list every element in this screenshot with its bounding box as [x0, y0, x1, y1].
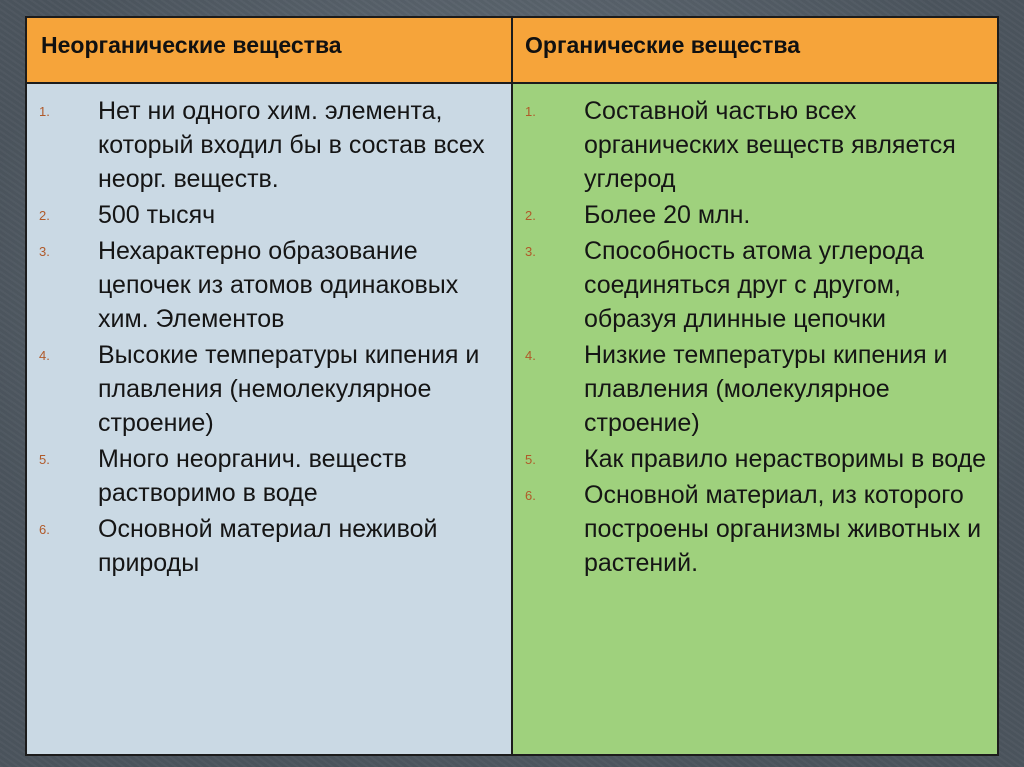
item-number: 4.	[525, 348, 536, 363]
item-text: Способность атома углерода соединяться друг с другом, образуя длинные цепочки	[584, 237, 924, 333]
list-item	[37, 338, 511, 440]
item-text: Более 20 млн.	[584, 201, 751, 229]
item-text: Составной частью всех органических веществ является углерод	[584, 97, 956, 193]
header-inorganic: Неорганические вещества	[27, 18, 513, 84]
item-number: 1.	[525, 104, 536, 119]
item-text: Нехарактерно образование цепочек из атомов одинаковых хим. Элементов	[98, 237, 459, 333]
item-number: 3.	[39, 244, 50, 259]
list-item	[37, 198, 511, 232]
list-item	[37, 442, 511, 510]
header-organic: Органические вещества	[513, 18, 997, 84]
list-item	[523, 198, 997, 232]
item-text: 500 тысяч	[98, 201, 216, 229]
item-text: Основной материал неживой природы	[98, 515, 438, 577]
inorganic-list	[37, 94, 511, 580]
item-number: 5.	[525, 452, 536, 467]
list-item	[37, 234, 511, 336]
item-number: 3.	[525, 244, 536, 259]
list-item	[523, 338, 997, 440]
item-text: Много неорганич. веществ растворимо в воде	[98, 445, 407, 507]
item-text: Основной материал, из которого построены организмы животных и растений.	[584, 481, 982, 577]
item-number: 2.	[525, 208, 536, 223]
item-text: Низкие температуры кипения и плавления (молекулярное строение)	[584, 341, 948, 437]
list-item	[37, 94, 511, 196]
list-item	[523, 94, 997, 196]
item-text: Высокие температуры кипения и плавления (немолекулярное строение)	[98, 341, 480, 437]
item-text: Как правило нерастворимы в воде	[584, 445, 987, 473]
item-text: Нет ни одного хим. элемента, который входил бы в состав всех неорг. веществ.	[98, 97, 485, 193]
list-item	[523, 234, 997, 336]
item-number: 1.	[39, 104, 50, 119]
organic-list	[523, 94, 997, 580]
inorganic-column	[27, 84, 513, 754]
list-item	[37, 512, 511, 580]
item-number: 4.	[39, 348, 50, 363]
item-number: 6.	[39, 522, 50, 537]
organic-column	[513, 84, 997, 754]
item-number: 5.	[39, 452, 50, 467]
item-number: 2.	[39, 208, 50, 223]
list-item	[523, 442, 997, 476]
item-number: 6.	[525, 488, 536, 503]
list-item	[523, 478, 997, 580]
comparison-table	[25, 16, 999, 756]
